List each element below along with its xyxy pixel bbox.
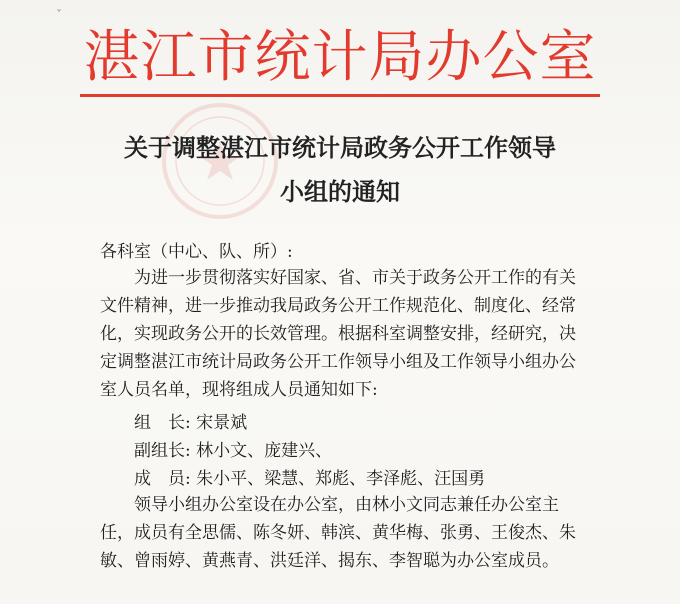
member-row-leader (134, 409, 247, 437)
notice-title-line-2: 小组的通知 (280, 178, 400, 206)
notice-title-line-1: 关于调整湛江市统计局政务公开工作领导 (124, 134, 556, 162)
body-paragraph-1: 为进一步贯彻落实好国家、省、市关于政务公开工作的有关文件精神，进一步推动我局政务公开工作规范化、制度化、经常化，实现政务公开的长效管理。根据科室调整安排，经研究，决定调整湛江市统计局政务公开工作领导小组及工作领导小组办公室人员名单，现将组成人员通知如下: (100, 268, 576, 400)
member-label-leader: 组 长: (134, 413, 191, 433)
member-row-deputy (134, 437, 332, 465)
member-label-deputy: 副组长: (134, 441, 191, 461)
salutation: 各科室（中心、队、所）: (100, 242, 293, 262)
member-names-members: 朱小平、梁慧、郑彪、李泽彪、汪国勇 (196, 469, 486, 489)
member-label-members: 成 员: (134, 469, 191, 489)
letterhead-title: 湛江市统计局办公室 (83, 25, 597, 90)
body-paragraph-2: 领导小组办公室设在办公室，由林小文同志兼任办公室主任，成员有全思儒、陈冬妍、韩滨、黄华梅、张勇、王俊杰、朱敏、曾雨婷、黄燕青、洪廷洋、揭东、李智聪为办公室成员。 (100, 495, 576, 571)
scan-mark-icon: ˇ (56, 8, 62, 22)
member-row-members (134, 465, 485, 493)
member-names-leader: 宋景斌 (196, 413, 248, 433)
member-names-deputy: 林小文、庞建兴、 (196, 441, 333, 461)
